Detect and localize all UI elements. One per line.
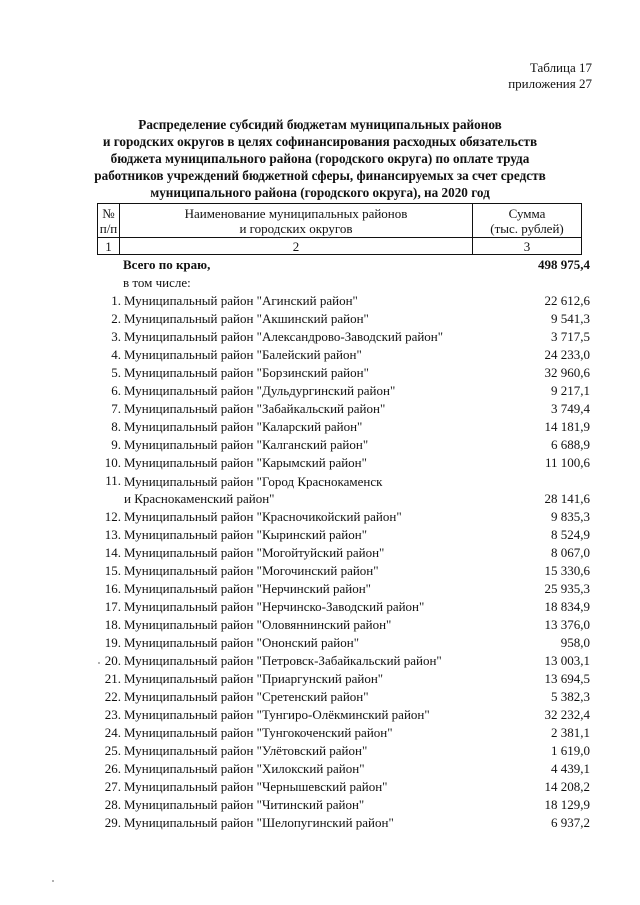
district-name: Муниципальный район "Читинский район" [124,797,365,812]
title-line: Распределение субсидий бюджетам муниципальных районов [138,117,502,132]
table-row [97,688,590,706]
row-number: 5. [111,365,121,380]
subtotal-row [97,274,590,292]
row-number: 7. [111,401,121,416]
subsidy-amount: 24 233,0 [544,347,590,362]
row-number: 11. [105,473,121,488]
table-row [97,634,590,652]
appendix-number: приложения 27 [508,76,592,91]
table-body [97,256,590,832]
subsidy-amount: 14 181,9 [544,419,590,434]
table-row [97,328,590,346]
title-line: муниципального района (городского округа), на 2020 год [150,185,490,200]
district-name [121,472,480,508]
total-row [97,256,590,274]
district-name: Муниципальный район "Тунгокоченский район" [124,725,393,740]
column-index-2: 2 [120,238,473,255]
row-number: 24. [104,725,121,740]
subsidy-amount: 32 232,4 [544,707,590,722]
table-row [97,346,590,364]
district-name: Муниципальный район "Карымский район" [124,455,367,470]
table-row [97,814,590,832]
table-row [97,526,590,544]
district-name: Муниципальный район "Могойтуйский район" [124,545,385,560]
subsidy-amount: 1 619,0 [551,743,590,758]
subsidy-amount: 13 694,5 [544,671,590,686]
table-row [97,760,590,778]
table-row [97,580,590,598]
subsidy-amount: 9 217,1 [551,383,590,398]
row-number: 29. [104,815,121,830]
district-name: Муниципальный район "Забайкальский район" [124,401,386,416]
table-row [97,742,590,760]
header-name: Наименование муниципальных районов и городских округов [120,204,473,238]
row-number: 26. [104,761,121,776]
district-name-line: Муниципальный район "Город Краснокаменск [124,474,383,489]
total-value: 498 975,4 [538,257,590,272]
subsidy-amount: 14 208,2 [544,779,590,794]
table-row [97,418,590,436]
row-number: 16. [104,581,121,596]
header-num: № п/п [98,204,120,238]
district-name: Муниципальный район "Сретенский район" [124,689,369,704]
district-name: Муниципальный район "Агинский район" [124,293,358,308]
district-name: Муниципальный район "Александрово-Заводский район" [124,329,444,344]
district-name: Муниципальный район "Улётовский район" [124,743,368,758]
document-title [80,116,560,201]
row-number: 4. [111,347,121,362]
row-number: 20. [104,653,121,668]
table-row [97,508,590,526]
table-row [97,292,590,310]
district-name: Муниципальный район "Акшинский район" [124,311,369,326]
table-row [97,436,590,454]
table-row [97,400,590,418]
subsidy-amount: 22 612,6 [544,293,590,308]
row-number: 22. [104,689,121,704]
subsidy-amount: 28 141,6 [544,491,590,506]
district-name: Муниципальный район "Хилокский район" [124,761,365,776]
table-row [97,562,590,580]
row-number: 8. [111,419,121,434]
row-number: 17. [104,599,121,614]
subsidy-amount: 6 688,9 [551,437,590,452]
district-name: Муниципальный район "Балейский район" [124,347,362,362]
column-index-3: 3 [473,238,582,255]
subsidy-amount: 9 835,3 [551,509,590,524]
district-name: Муниципальный район "Кыринский район" [124,527,368,542]
subsidy-amount: 3 749,4 [551,401,590,416]
subsidy-amount: 32 960,6 [544,365,590,380]
total-label: Всего по краю, [123,257,211,272]
district-name: Муниципальный район "Тунгиро-Олёкминский район" [124,707,430,722]
subsidy-amount: 2 381,1 [551,725,590,740]
title-line: работников учреждений бюджетной сферы, финансируемых за счет средств [94,168,546,183]
subsidy-amount: 25 935,3 [544,581,590,596]
district-name: Муниципальный район "Нерчинско-Заводский район" [124,599,425,614]
row-number: 28. [104,797,121,812]
table-row [97,778,590,796]
row-number: 1. [111,293,121,308]
row-number: 13. [104,527,121,542]
subsidy-amount: 5 382,3 [551,689,590,704]
title-line: бюджета муниципального района (городского округа) по оплате труда [110,151,530,166]
subsidy-amount: 3 717,5 [551,329,590,344]
row-number: 23. [104,707,121,722]
district-name: Муниципальный район "Каларский район" [124,419,363,434]
table-row [97,310,590,328]
table-row [97,598,590,616]
district-name: Муниципальный район "Дульдургинский район" [124,383,396,398]
table-header [97,203,582,255]
subsidy-amount: 11 100,6 [544,455,590,470]
subsidy-amount: 8 524,9 [551,527,590,542]
district-name: Муниципальный район "Борзинский район" [124,365,369,380]
subsidy-amount: 15 330,6 [544,563,590,578]
table-row [97,472,590,508]
table-reference [508,60,592,92]
table-row [97,652,590,670]
table-row [97,670,590,688]
row-number: 9. [111,437,121,452]
table-row [97,616,590,634]
row-number: 25. [104,743,121,758]
header-sum: Сумма (тыс. рублей) [473,204,582,238]
subsidy-amount: 8 067,0 [551,545,590,560]
table-row [97,706,590,724]
table-number: Таблица 17 [529,60,592,75]
subsidy-amount: 9 541,3 [551,311,590,326]
table-row [97,724,590,742]
subsidy-amount: 4 439,1 [551,761,590,776]
subsidy-amount: 6 937,2 [551,815,590,830]
row-number: 27. [104,779,121,794]
table-row [97,382,590,400]
row-number: 12. [104,509,121,524]
district-name: Муниципальный район "Чернышевский район" [124,779,388,794]
row-number: 18. [104,617,121,632]
district-name: Муниципальный район "Приаргунский район" [124,671,384,686]
subsidy-amount: 18 129,9 [544,797,590,812]
column-index-1: 1 [98,238,120,255]
row-number: 15. [104,563,121,578]
subsidy-amount: 958,0 [560,635,590,650]
row-number: 2. [111,311,121,326]
scan-speck [98,662,100,664]
district-name: Муниципальный район "Калганский район" [124,437,369,452]
row-number: 6. [111,383,121,398]
subsidy-amount: 18 834,9 [544,599,590,614]
row-number: 14. [104,545,121,560]
subtotal-label: в том числе: [123,275,191,290]
row-number: 10. [104,455,121,470]
row-number: 19. [104,635,121,650]
district-name: Муниципальный район "Красночикойский район" [124,509,402,524]
table-row [97,454,590,472]
table-row [97,544,590,562]
district-name: Муниципальный район "Петровск-Забайкальский район" [124,653,442,668]
district-name: Муниципальный район "Нерчинский район" [124,581,371,596]
subsidy-amount: 13 376,0 [544,617,590,632]
title-line: и городских округов в целях софинансирования расходных обязательств [102,134,538,149]
scan-speck [52,880,54,882]
district-name: Муниципальный район "Ононский район" [124,635,360,650]
district-name: Муниципальный район "Могочинский район" [124,563,379,578]
district-name: Муниципальный район "Оловяннинский район" [124,617,392,632]
table-row [97,364,590,382]
district-name-line: и Краснокаменский район" [124,491,275,506]
row-number: 3. [111,329,121,344]
table-row [97,796,590,814]
district-name: Муниципальный район "Шелопугинский район" [124,815,394,830]
subsidy-amount: 13 003,1 [544,653,590,668]
row-number: 21. [104,671,121,686]
